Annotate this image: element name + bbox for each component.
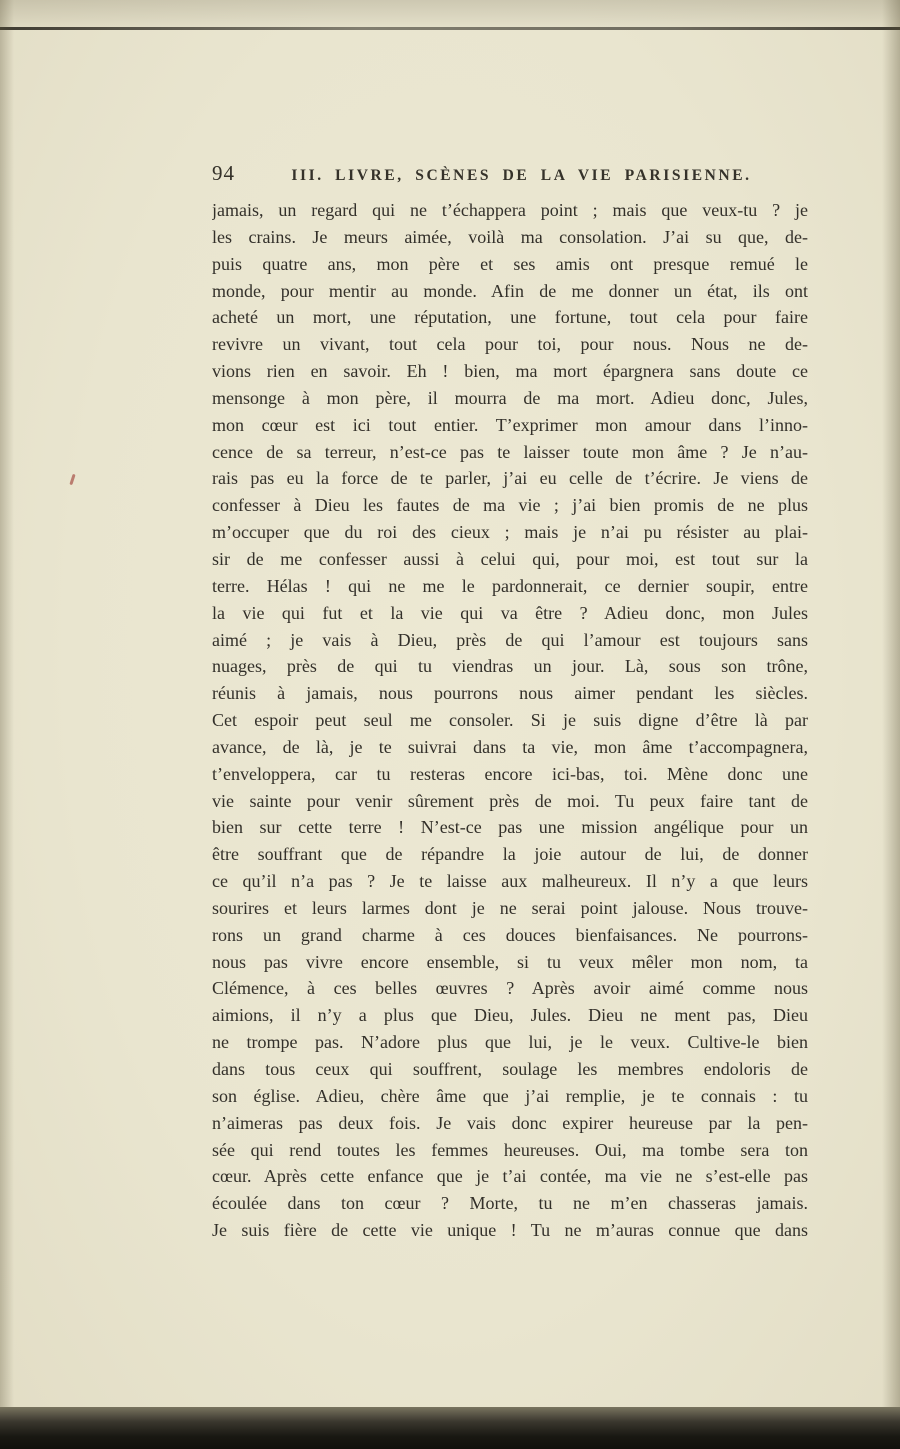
text-line: Clémence, à ces belles œuvres ? Après avoir aimé comme nous [212,978,808,999]
text-line: cœur. Après cette enfance que je t’ai contée, ma vie ne s’est-elle pas [212,1166,808,1187]
text-line: vions rien en savoir. Eh ! bien, ma mort épargnera sans doute ce [212,361,808,382]
page-body [212,197,808,1244]
text-line: puis quatre ans, mon père et ses amis ont presque remué le [212,253,808,274]
text-line: mon cœur est ici tout entier. T’exprimer mon amour dans l’inno- [212,414,808,435]
text-line: Je suis fière de cette vie unique ! Tu ne m’auras connue que dans [212,1220,808,1241]
text-line: aimions, il n’y a plus que Dieu, Jules. Dieu ne ment pas, Dieu [212,1005,808,1026]
text-line: sourires et leurs larmes dont je ne serai point jalouse. Nous trouve- [212,897,808,918]
page-header [212,161,808,186]
text-line: sée qui rend toutes les femmes heureuses. Oui, ma tombe sera ton [212,1139,808,1160]
text-line: son église. Adieu, chère âme que j’ai remplie, je te connais : tu [212,1085,808,1106]
text-line: confesser à Dieu les fautes de ma vie ; j’ai bien promis de ne plus [212,495,808,516]
text-line: Cet espoir peut seul me consoler. Si je suis digne d’être là par [212,710,808,731]
text-line: rons un grand charme à ces douces bienfaisances. Ne pourrons- [212,924,808,945]
text-line: acheté un mort, une réputation, une fortune, tout cela pour faire [212,307,808,328]
text-line: avance, de là, je te suivrai dans ta vie, mon âme t’accompagnera, [212,736,808,757]
text-line: jamais, un regard qui ne t’échappera point ; mais que veux-tu ? je [212,200,808,220]
text-line: monde, pour mentir au monde. Afin de me donner un état, ils ont [212,280,808,301]
text-line: dans tous ceux qui souffrent, soulage les membres endoloris de [212,1059,808,1079]
text-line: rais pas eu la force de te parler, j’ai eu celle de t’écrire. Je viens de [212,468,808,489]
text-line: écoulée dans ton cœur ? Morte, tu ne m’en chasseras jamais. [212,1193,808,1214]
text-line: bien sur cette terre ! N’est-ce pas une mission angélique pour un [212,817,808,838]
scan-edge-bottom [0,1407,900,1449]
text-line: n’aimeras pas deux fois. Je vais donc expirer heureuse par la pen- [212,1112,808,1133]
text-line: être souffrant que de répandre la joie autour de lui, de donner [212,844,808,865]
text-line: revivre un vivant, tout cela pour toi, pour nous. Nous ne de- [212,334,808,355]
scan-edge-top-line [0,27,900,30]
text-line: m’occuper que du roi des cieux ; mais je n’ai pu résister au plai- [212,522,808,543]
scan-edge-right [882,0,900,1449]
text-line: réunis à jamais, nous pourrons nous aimer pendant les siècles. [212,683,808,704]
text-line: nous pas vivre encore ensemble, si tu veux mêler mon nom, ta [212,951,808,972]
text-line: terre. Hélas ! qui ne me le pardonnerait, ce dernier soupir, entre [212,575,808,596]
text-line: ce qu’il n’a pas ? Je te laisse aux malheureux. Il n’y a que leurs [212,871,808,892]
text-line: aimé ; je vais à Dieu, près de qui l’amour est toujours sans [212,629,808,650]
text-line: t’enveloppera, car tu resteras encore ici-bas, toi. Mène donc une [212,763,808,784]
text-line: sir de me confesser aussi à celui qui, pour moi, est tout sur la [212,548,808,569]
text-line: la vie qui fut et la vie qui va être ? Adieu donc, mon Jules [212,602,808,623]
text-line: ne trompe pas. N’adore plus que lui, je le veux. Cultive-le bien [212,1032,808,1053]
page-number: 94 [212,161,235,185]
text-line: mensonge à mon père, il mourra de ma mort. Adieu donc, Jules, [212,387,808,408]
text-line: cence de sa terreur, n’est-ce pas te laisser toute mon âme ? Je n’au- [212,441,808,462]
scan-edge-top-shade [0,0,900,27]
text-line: vie sainte pour venir sûrement près de moi. Tu peux faire tant de [212,790,808,811]
scan-edge-left [0,0,14,1449]
running-title: III. LIVRE, SCÈNES DE LA VIE PARISIENNE. [291,167,752,184]
paper-speck [69,474,75,485]
text-line: les crains. Je meurs aimée, voilà ma consolation. J’ai su que, de- [212,226,808,247]
text-line: nuages, près de qui tu viendras un jour. Là, sous son trône, [212,656,808,677]
